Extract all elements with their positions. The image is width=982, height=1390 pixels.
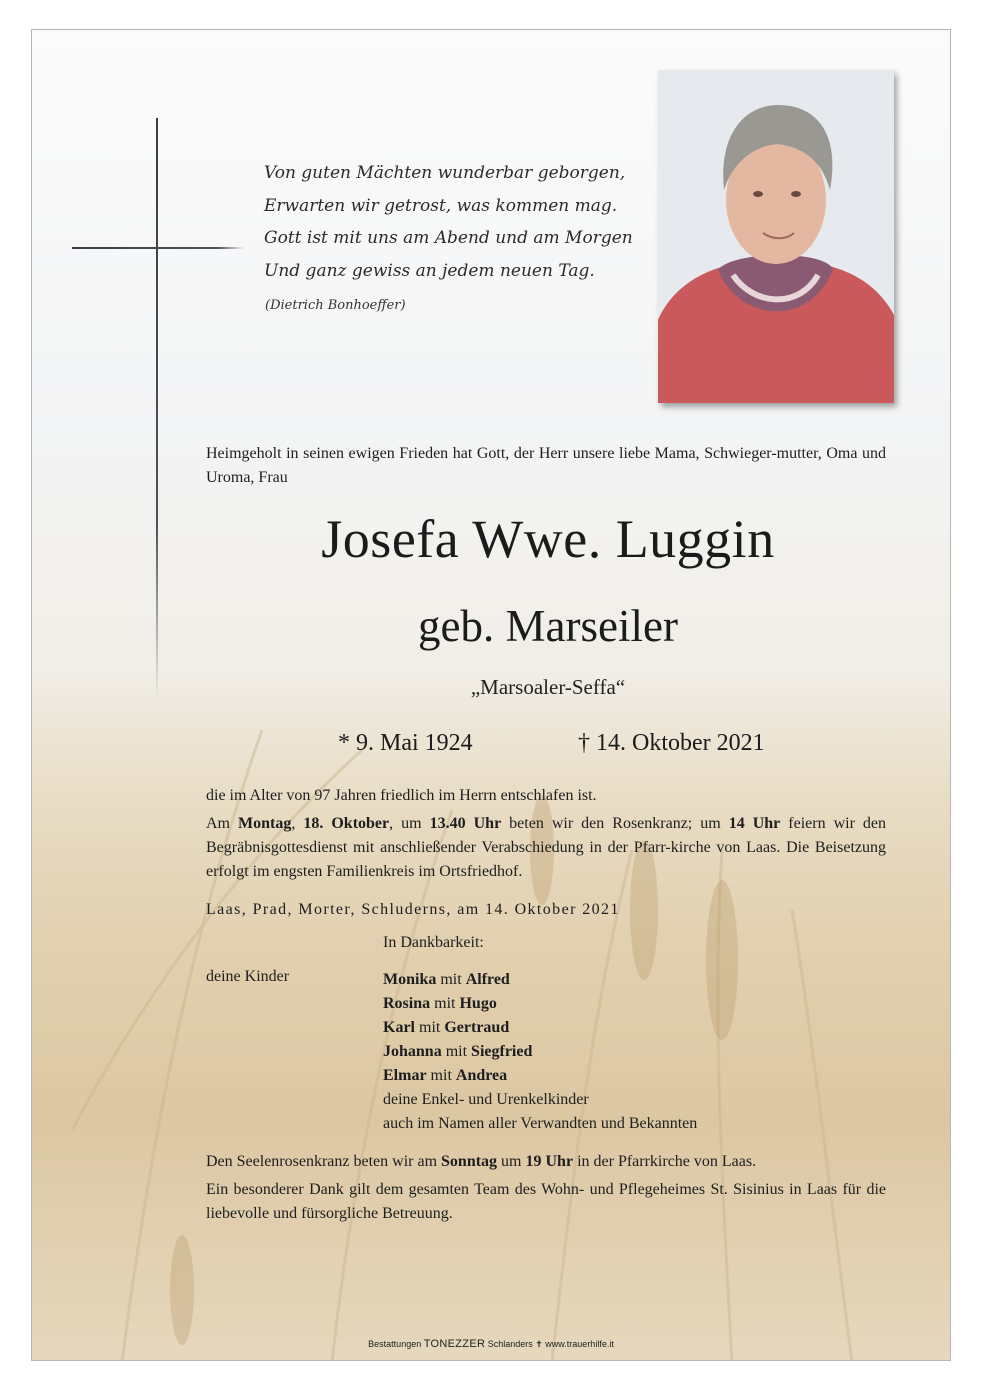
poem-line: Von guten Mächten wunderbar geborgen, <box>264 163 626 183</box>
children-label: deine Kinder <box>206 968 290 985</box>
cross-horizontal-bar <box>72 247 244 249</box>
dove-cross-icon: ✝ <box>535 1339 543 1349</box>
nickname: „Marsoaler-Seffa“ <box>470 675 626 699</box>
list-item: Johanna mit Siegfried <box>383 1043 533 1060</box>
funeral-home-brand: TONEZZER <box>423 1338 486 1350</box>
deceased-name: Josefa Wwe. Luggin <box>321 509 775 569</box>
poem-line: Erwarten wir getrost, was kommen mag. <box>264 195 618 216</box>
poem-author: (Dietrich Bonhoeffer) <box>265 298 406 313</box>
maiden-name: geb. Marseiler <box>418 601 678 651</box>
poem-line: Und ganz gewiss an jedem neuen Tag. <box>264 260 595 281</box>
poem-line: Gott ist mit uns am Abend und am Morgen <box>264 228 633 248</box>
footer: Bestattungen TONEZZER Schlanders ✝ www.trauerhilfe.it <box>368 1338 614 1350</box>
gratitude-paragraph: Ein besonderer Dank gilt dem gesamten Team des Wohn- und Pflegeheimes St. Sisinius in Laas für die liebevolle und fürsorgliche Betreuung. <box>206 1181 886 1222</box>
mourners-list <box>383 968 697 1136</box>
list-item: Rosina mit Hugo <box>383 995 497 1012</box>
service-paragraph: Am Montag, 18. Oktober, um 13.40 Uhr beten wir den Rosenkranz; um 14 Uhr feiern wir den Begräbnisgottesdienst mit anschließender Verabschiedung in der Pfarr-kirche von Laas. Die Beisetzung erfolgt im engsten Familienkreis im Ortsfriedhof. <box>206 815 887 880</box>
relatives-line: auch im Namen aller Verwandten und Bekannten <box>383 1115 698 1132</box>
portrait-photo <box>658 70 894 403</box>
poem <box>264 157 644 287</box>
birth-date: * 9. Mai 1924 <box>338 730 473 756</box>
list-item: Karl mit Gertraud <box>383 1019 510 1036</box>
list-item: Elmar mit Andrea <box>383 1067 508 1084</box>
place-date: Laas, Prad, Morter, Schluderns, am 14. Oktober 2021 <box>206 901 620 918</box>
website-link[interactable]: www.trauerhilfe.it <box>545 1339 614 1349</box>
grandchildren-line: deine Enkel- und Urenkelkinder <box>383 1091 589 1108</box>
intro-text: Heimgeholt in seinen ewigen Frieden hat Gott, der Herr unsere liebe Mama, Schwieger-mutter, Oma und Uroma, Frau <box>206 445 886 486</box>
list-item: Monika mit Alfred <box>383 971 510 988</box>
rosary-line: Den Seelenrosenkranz beten wir am Sonntag um 19 Uhr in der Pfarrkirche von Laas. <box>206 1153 757 1170</box>
age-line: die im Alter von 97 Jahren friedlich im Herrn entschlafen ist. <box>206 787 597 804</box>
thanks-heading: In Dankbarkeit: <box>383 934 484 951</box>
death-date: † 14. Oktober 2021 <box>578 730 765 756</box>
